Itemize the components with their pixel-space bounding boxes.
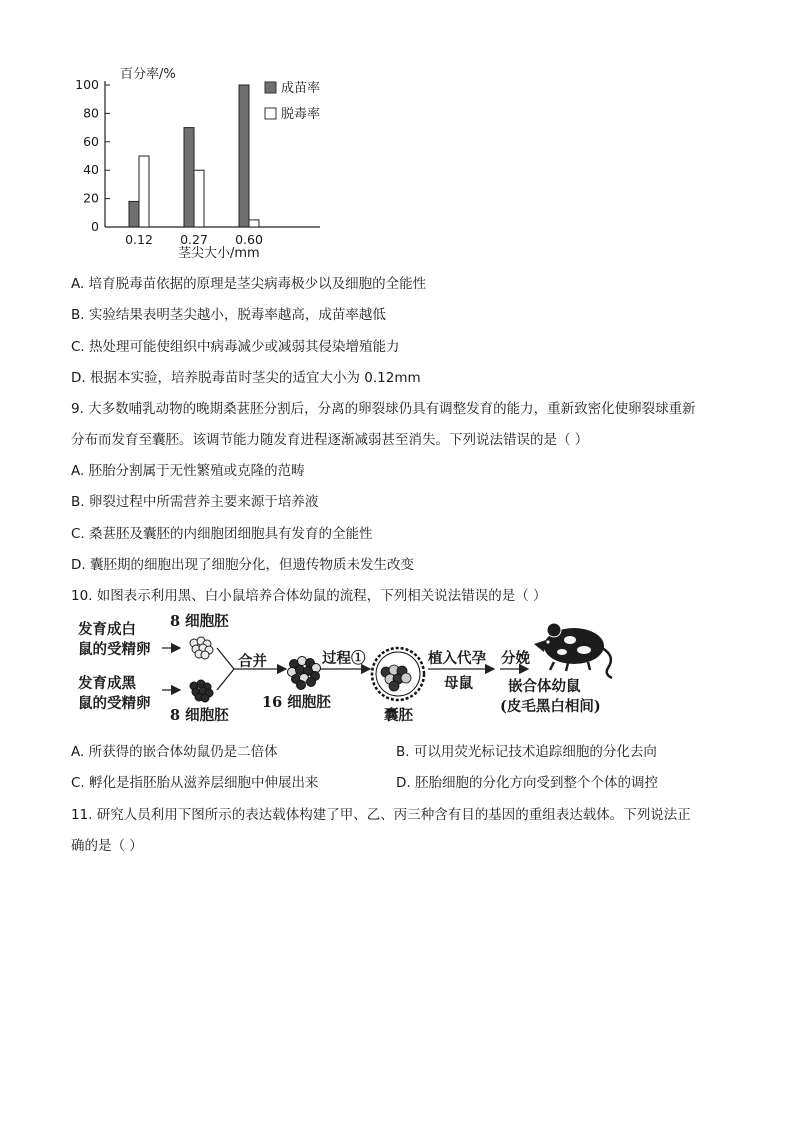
delivery-label: 分娩 — [501, 650, 530, 667]
x-tick-label: 0.12 — [125, 232, 153, 247]
y-tick-label: 60 — [83, 133, 99, 149]
merge-label: 合并 — [238, 653, 267, 670]
blastocyst-label: 囊胚 — [384, 707, 413, 724]
black-zygote-label-1: 发育成黑 — [78, 675, 136, 692]
y-tick-label: 80 — [83, 105, 99, 121]
x-tick-label: 0.60 — [235, 232, 263, 247]
bars — [129, 85, 259, 227]
y-axis-label: 百分率/% — [120, 67, 176, 82]
q9-option-b[interactable]: B. 卵裂过程中所需营养主要来源于培养液 — [71, 494, 319, 510]
process1-label: 过程① — [322, 650, 366, 667]
q10-option-d[interactable]: D. 胚胎细胞的分化方向受到整个个体的调控 — [396, 775, 658, 791]
q11-stem-line2: 确的是（ ） — [71, 838, 143, 854]
eight-cell-top-label: 8 细胞胚 — [170, 613, 229, 630]
q10-option-a[interactable]: A. 所获得的嵌合体幼鼠仍是二倍体 — [71, 744, 278, 760]
eight-cell-bottom-label: 8 细胞胚 — [170, 707, 229, 724]
q8-option-b[interactable]: B. 实验结果表明茎尖越小，脱毒率越高，成苗率越低 — [71, 307, 386, 323]
q8-option-a[interactable]: A. 培育脱毒苗依据的原理是茎尖病毒极少以及细胞的全能性 — [71, 276, 427, 292]
legend-swatch-seedling — [265, 82, 276, 93]
x-axis-label: 茎尖大小/mm — [178, 246, 260, 261]
eight-cell-white-embryo — [190, 637, 213, 659]
y-tick-label: 0 — [91, 219, 99, 234]
bar-detox — [139, 156, 149, 227]
black-zygote-label-2: 鼠的受精卵 — [78, 695, 151, 712]
bar-detox — [194, 170, 204, 227]
legend-label-detox: 脱毒率 — [281, 107, 321, 122]
q10-stem: 10. 如图表示利用黑、白小鼠培养合体幼鼠的流程，下列相关说法错误的是（ ） — [71, 588, 547, 604]
implant-label-1: 植入代孕 — [428, 650, 486, 667]
white-zygote-label-1: 发育成白 — [78, 621, 136, 638]
implant-label-2: 母鼠 — [444, 675, 473, 692]
q10-option-b[interactable]: B. 可以用荧光标记技术追踪细胞的分化去向 — [396, 744, 657, 760]
q9-stem-line2: 分布而发育至囊胚。该调节能力随发育进程逐渐减弱甚至消失。下列说法错误的是（ ） — [71, 432, 589, 448]
legend — [265, 80, 320, 122]
q11-stem-line1: 11. 研究人员利用下图所示的表达载体构建了甲、乙、丙三种含有目的基因的重组表达载体。下列说法正 — [71, 807, 691, 823]
q9-option-d[interactable]: D. 囊胚期的细胞出现了细胞分化，但遗传物质未发生改变 — [71, 557, 414, 573]
q9-stem-line1: 9. 大多数哺乳动物的晚期桑葚胚分割后，分离的卵裂球仍具有调整发育的能力，重新致密化使卵裂球重新 — [71, 401, 696, 417]
y-tick-label: 20 — [83, 190, 99, 206]
q8-option-c[interactable]: C. 热处理可能使组织中病毒减少或减弱其侵染增殖能力 — [71, 339, 400, 355]
chimera-label-1: 嵌合体幼鼠 — [508, 678, 581, 695]
q9-option-c[interactable]: C. 桑葚胚及囊胚的内细胞团细胞具有发育的全能性 — [71, 526, 373, 542]
bar-detox — [249, 220, 259, 227]
legend-swatch-detox — [265, 108, 276, 119]
legend-label-seedling: 成苗率 — [281, 81, 321, 96]
mouse-icon — [534, 623, 612, 678]
blastocyst-embryo — [372, 648, 424, 700]
white-zygote-label-2: 鼠的受精卵 — [78, 641, 151, 658]
q8-option-d[interactable]: D. 根据本实验，培养脱毒苗时茎尖的适宜大小为 0.12mm — [71, 370, 421, 386]
sixteen-cell-label: 16 细胞胚 — [262, 694, 331, 711]
bar-chart — [60, 60, 360, 270]
bar-seedling — [239, 85, 249, 227]
bar-seedling — [129, 201, 139, 227]
q9-option-a[interactable]: A. 胚胎分割属于无性繁殖或克隆的范畴 — [71, 463, 305, 479]
q10-option-c[interactable]: C. 孵化是指胚胎从滋养层细胞中伸展出来 — [71, 775, 319, 791]
chimera-mouse-diagram — [72, 612, 632, 724]
eight-cell-black-embryo — [190, 680, 213, 702]
x-axis-ticks — [125, 232, 263, 247]
y-tick-label: 40 — [83, 162, 99, 178]
chimera-label-2: (皮毛黑白相间) — [500, 698, 601, 715]
x-tick-label: 0.27 — [180, 232, 208, 247]
bar-seedling — [184, 128, 194, 227]
y-tick-label: 100 — [75, 77, 99, 92]
sixteen-cell-embryo — [288, 657, 321, 690]
